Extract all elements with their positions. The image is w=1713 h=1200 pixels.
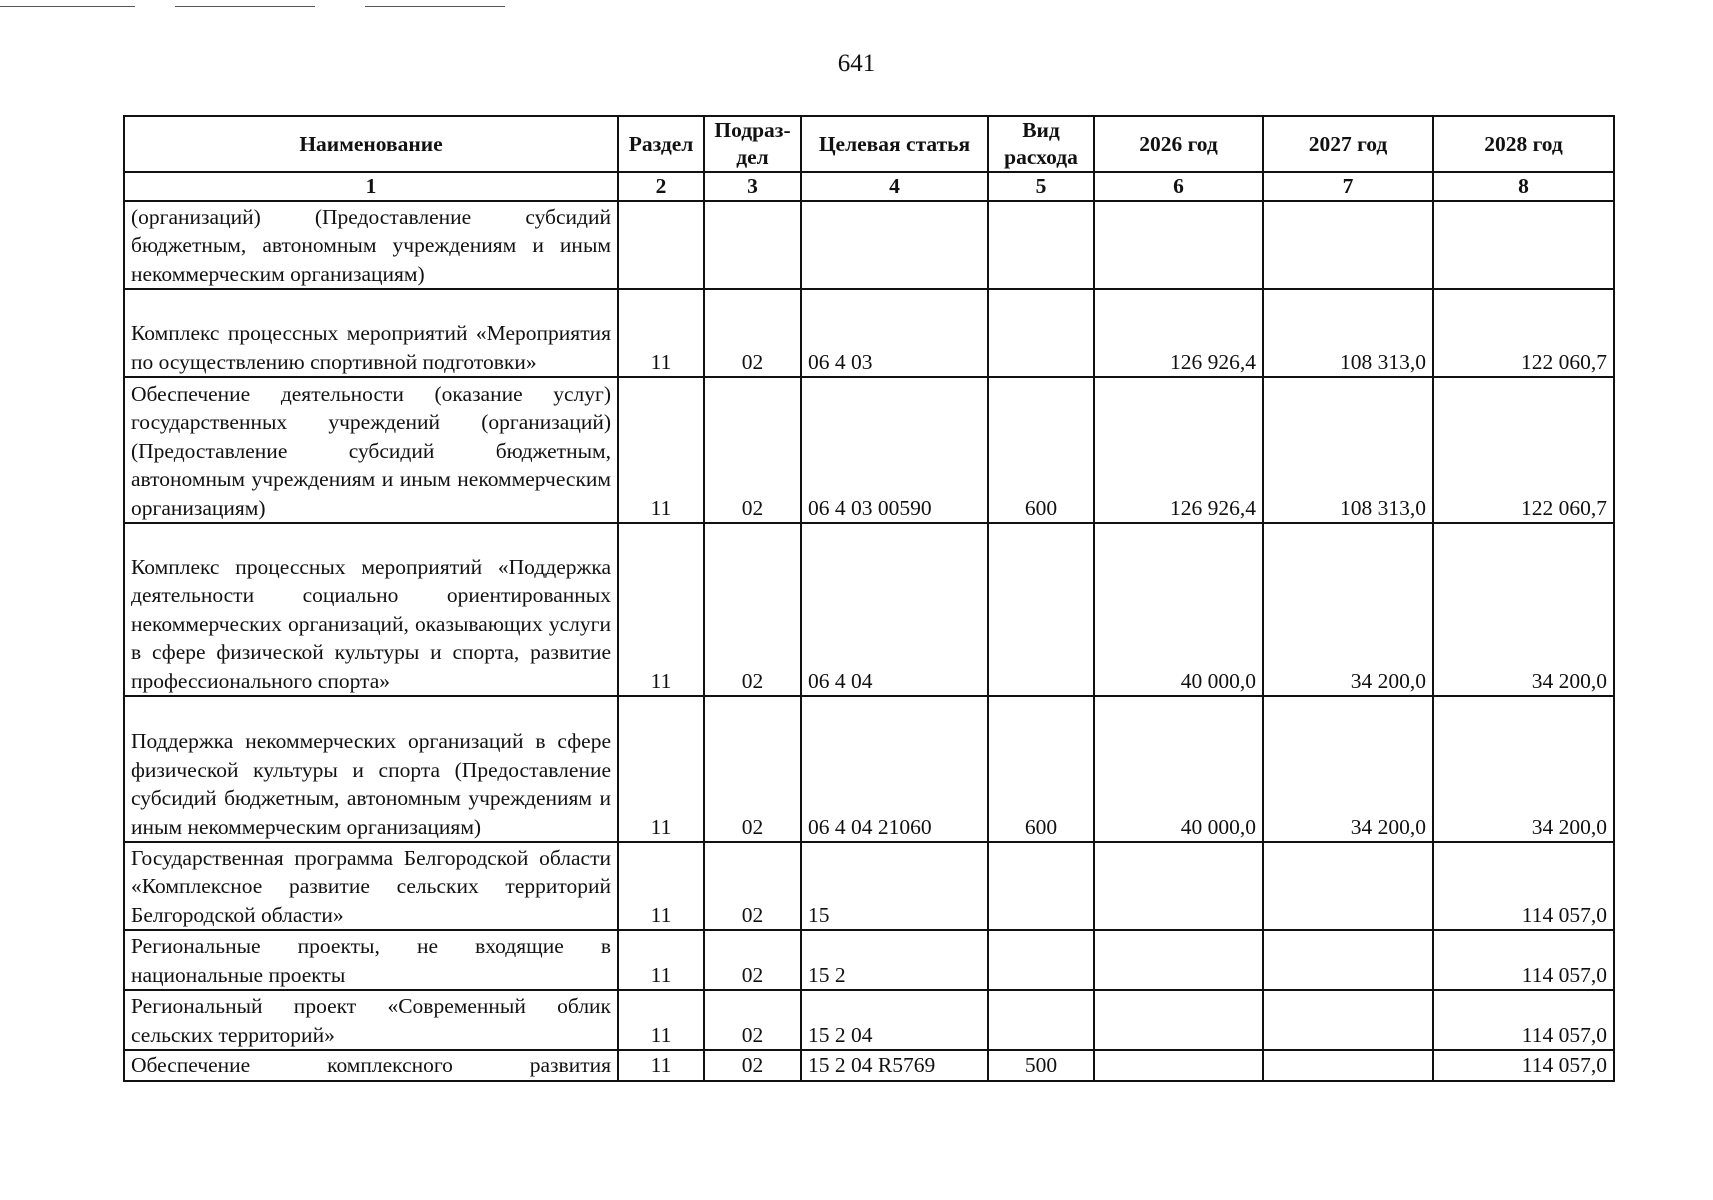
row-target (801, 201, 988, 289)
row-2027: 108 313,0 (1263, 377, 1433, 523)
row-expense-type: 600 (988, 696, 1094, 842)
column-number: 6 (1094, 172, 1263, 201)
row-name: Региональные проекты, не входящие в национальные проекты (124, 930, 618, 990)
row-section: 11 (618, 930, 704, 990)
row-2026 (1094, 201, 1263, 289)
column-number: 1 (124, 172, 618, 201)
row-2027: 34 200,0 (1263, 523, 1433, 696)
header-2028: 2028 год (1433, 116, 1614, 172)
row-2026 (1094, 930, 1263, 990)
row-2028: 34 200,0 (1433, 523, 1614, 696)
row-target: 06 4 04 21060 (801, 696, 988, 842)
row-2026 (1094, 842, 1263, 930)
row-2028: 114 057,0 (1433, 990, 1614, 1050)
row-target: 06 4 03 00590 (801, 377, 988, 523)
table-row (124, 289, 1614, 377)
top-rule (175, 6, 315, 7)
column-number-row (124, 172, 1614, 201)
header-2027: 2027 год (1263, 116, 1433, 172)
row-2026 (1094, 1050, 1263, 1081)
column-number: 4 (801, 172, 988, 201)
budget-table (123, 115, 1615, 1082)
row-subsection: 02 (704, 523, 801, 696)
row-target: 15 2 04 R5769 (801, 1050, 988, 1081)
row-expense-type (988, 523, 1094, 696)
row-2027 (1263, 930, 1433, 990)
column-number: 2 (618, 172, 704, 201)
table-row (124, 523, 1614, 696)
row-2027: 108 313,0 (1263, 289, 1433, 377)
row-name: Региональный проект «Современный облик сельских территорий» (124, 990, 618, 1050)
table-row (124, 1050, 1614, 1081)
row-2027 (1263, 201, 1433, 289)
row-name: Комплекс процессных мероприятий «Мероприятия по осуществлению спортивной подготовки» (124, 289, 618, 377)
row-name: Государственная программа Белгородской области «Комплексное развитие сельских территорий Белгородской области» (124, 842, 618, 930)
row-name: Обеспечение деятельности (оказание услуг) государственных учреждений (организаций) (Предоставление субсидий бюджетным, автономным учреждениям и иным некоммерческим организациям) (124, 377, 618, 523)
table-row (124, 842, 1614, 930)
table-row (124, 930, 1614, 990)
row-2028: 114 057,0 (1433, 1050, 1614, 1081)
row-section: 11 (618, 990, 704, 1050)
row-subsection: 02 (704, 842, 801, 930)
row-subsection: 02 (704, 289, 801, 377)
row-target: 15 2 (801, 930, 988, 990)
header-target: Целевая статья (801, 116, 988, 172)
row-target: 06 4 03 (801, 289, 988, 377)
column-number: 7 (1263, 172, 1433, 201)
row-2028 (1433, 201, 1614, 289)
row-2026: 40 000,0 (1094, 523, 1263, 696)
row-name: Поддержка некоммерческих организаций в сфере физической культуры и спорта (Предоставление субсидий бюджетным, автономным учреждениям и иным некоммерческим организациям) (124, 696, 618, 842)
row-subsection: 02 (704, 696, 801, 842)
row-expense-type (988, 201, 1094, 289)
row-expense-type (988, 930, 1094, 990)
row-expense-type (988, 990, 1094, 1050)
top-rule (0, 6, 135, 7)
header-section: Раздел (618, 116, 704, 172)
top-rule (365, 6, 505, 7)
header-subsection: Подраз-дел (704, 116, 801, 172)
row-subsection: 02 (704, 1050, 801, 1081)
row-2027 (1263, 842, 1433, 930)
row-section (618, 201, 704, 289)
row-subsection: 02 (704, 930, 801, 990)
row-subsection: 02 (704, 990, 801, 1050)
row-2027 (1263, 1050, 1433, 1081)
row-2026: 126 926,4 (1094, 289, 1263, 377)
row-name: (организаций) (Предоставление субсидий бюджетным, автономным учреждениям и иным некоммерческим организациям) (124, 201, 618, 289)
header-row (124, 116, 1614, 172)
row-2027: 34 200,0 (1263, 696, 1433, 842)
row-expense-type (988, 842, 1094, 930)
table-row (124, 696, 1614, 842)
row-2028: 122 060,7 (1433, 289, 1614, 377)
row-section: 11 (618, 377, 704, 523)
row-name: Комплекс процессных мероприятий «Поддержка деятельности социально ориентированных некоммерческих организаций, оказывающих услуги в сфере физической культуры и спорта, развитие профессионального спорта» (124, 523, 618, 696)
column-number: 8 (1433, 172, 1614, 201)
row-2028: 34 200,0 (1433, 696, 1614, 842)
row-section: 11 (618, 289, 704, 377)
row-expense-type: 600 (988, 377, 1094, 523)
column-number: 3 (704, 172, 801, 201)
row-2028: 114 057,0 (1433, 842, 1614, 930)
header-2026: 2026 год (1094, 116, 1263, 172)
row-section: 11 (618, 696, 704, 842)
table-row (124, 377, 1614, 523)
row-2026: 40 000,0 (1094, 696, 1263, 842)
row-subsection (704, 201, 801, 289)
header-name: Наименование (124, 116, 618, 172)
row-name: Обеспечение комплексного развития (124, 1050, 618, 1081)
row-section: 11 (618, 842, 704, 930)
row-2026: 126 926,4 (1094, 377, 1263, 523)
page-number: 641 (837, 50, 876, 77)
row-2028: 122 060,7 (1433, 377, 1614, 523)
header-expense-type: Вид расхода (988, 116, 1094, 172)
row-2027 (1263, 990, 1433, 1050)
row-target: 06 4 04 (801, 523, 988, 696)
column-number: 5 (988, 172, 1094, 201)
row-expense-type: 500 (988, 1050, 1094, 1081)
row-target: 15 2 04 (801, 990, 988, 1050)
row-section: 11 (618, 1050, 704, 1081)
table-row (124, 990, 1614, 1050)
row-subsection: 02 (704, 377, 801, 523)
row-target: 15 (801, 842, 988, 930)
row-2026 (1094, 990, 1263, 1050)
row-2028: 114 057,0 (1433, 930, 1614, 990)
table-row (124, 201, 1614, 289)
row-expense-type (988, 289, 1094, 377)
row-section: 11 (618, 523, 704, 696)
